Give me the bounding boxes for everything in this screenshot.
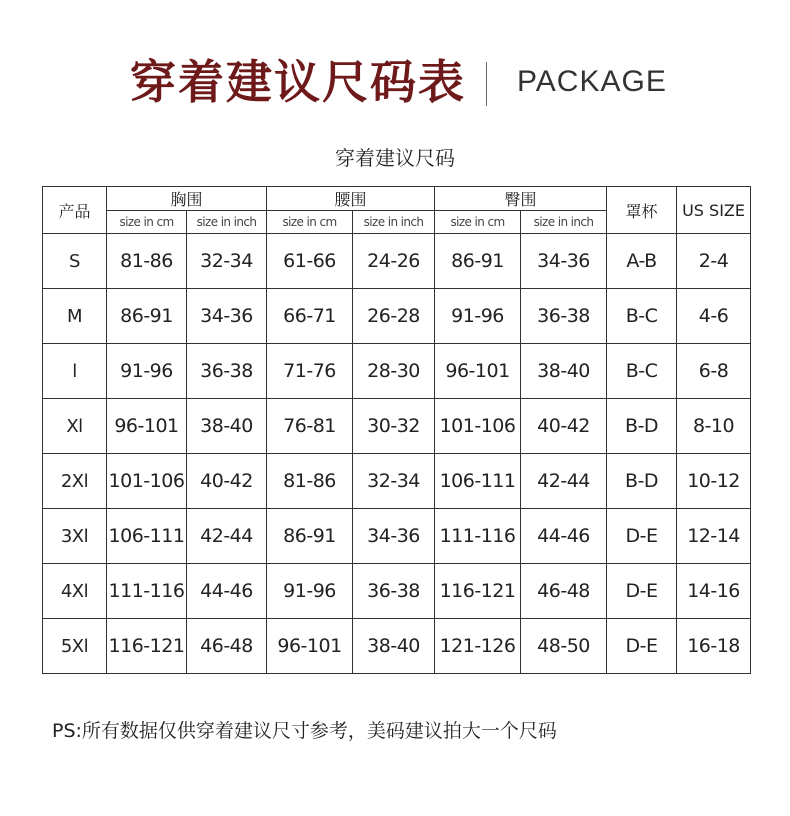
cell-hip-inch: 38-40 — [521, 344, 607, 399]
cell-size: 3Xl — [43, 509, 107, 564]
cell-hip-inch: 42-44 — [521, 454, 607, 509]
table-row — [43, 399, 751, 454]
cell-bust-cm: 116-121 — [107, 619, 187, 674]
cell-waist-inch: 24-26 — [353, 234, 435, 289]
cell-waist-inch: 26-28 — [353, 289, 435, 344]
header-bust-inch: size in inch — [187, 211, 267, 234]
table-row — [43, 234, 751, 289]
cell-bust-inch: 40-42 — [187, 454, 267, 509]
cell-us-size: 2-4 — [677, 234, 751, 289]
cell-us-size: 6-8 — [677, 344, 751, 399]
cell-size: 2Xl — [43, 454, 107, 509]
cell-cup: B-D — [607, 399, 677, 454]
cell-bust-inch: 42-44 — [187, 509, 267, 564]
table-title: 穿着建议尺码 — [335, 146, 455, 170]
page-title: 穿着建议尺码表 — [130, 55, 466, 109]
cell-us-size: 8-10 — [677, 399, 751, 454]
cell-cup: D-E — [607, 619, 677, 674]
cell-size: 4Xl — [43, 564, 107, 619]
cell-bust-inch: 46-48 — [187, 619, 267, 674]
cell-cup: D-E — [607, 564, 677, 619]
cell-waist-inch: 30-32 — [353, 399, 435, 454]
cell-waist-cm: 91-96 — [267, 564, 353, 619]
size-table — [42, 186, 751, 674]
cell-cup: B-D — [607, 454, 677, 509]
footnote: PS:所有数据仅供穿着建议尺寸参考，美码建议拍大一个尺码 — [52, 720, 557, 742]
header-bust-cm: size in cm — [107, 211, 187, 234]
table-row — [43, 289, 751, 344]
cell-us-size: 16-18 — [677, 619, 751, 674]
cell-waist-inch: 28-30 — [353, 344, 435, 399]
cell-waist-cm: 81-86 — [267, 454, 353, 509]
cell-hip-inch: 36-38 — [521, 289, 607, 344]
cell-hip-cm: 116-121 — [435, 564, 521, 619]
cell-bust-inch: 38-40 — [187, 399, 267, 454]
table-row — [43, 454, 751, 509]
cell-waist-inch: 38-40 — [353, 619, 435, 674]
header-waist: 腰围 — [267, 187, 435, 211]
cell-size: S — [43, 234, 107, 289]
cell-hip-cm: 101-106 — [435, 399, 521, 454]
table-row — [43, 619, 751, 674]
cell-us-size: 10-12 — [677, 454, 751, 509]
table-row — [43, 344, 751, 399]
cell-cup: D-E — [607, 509, 677, 564]
cell-size: 5Xl — [43, 619, 107, 674]
cell-waist-cm: 96-101 — [267, 619, 353, 674]
header-hip: 臀围 — [435, 187, 607, 211]
header-cup: 罩杯 — [607, 187, 677, 234]
cell-size: l — [43, 344, 107, 399]
header-bust: 胸围 — [107, 187, 267, 211]
cell-hip-inch: 44-46 — [521, 509, 607, 564]
table-body — [43, 234, 751, 674]
cell-hip-cm: 111-116 — [435, 509, 521, 564]
table-row — [43, 564, 751, 619]
cell-bust-cm: 101-106 — [107, 454, 187, 509]
header-hip-inch: size in inch — [521, 211, 607, 234]
cell-waist-cm: 61-66 — [267, 234, 353, 289]
cell-size: M — [43, 289, 107, 344]
cell-hip-cm: 91-96 — [435, 289, 521, 344]
cell-bust-inch: 44-46 — [187, 564, 267, 619]
header-product: 产品 — [43, 187, 107, 234]
cell-waist-cm: 71-76 — [267, 344, 353, 399]
page-subtitle: PACKAGE — [517, 65, 667, 98]
cell-bust-cm: 111-116 — [107, 564, 187, 619]
cell-cup: B-C — [607, 344, 677, 399]
cell-cup: A-B — [607, 234, 677, 289]
cell-cup: B-C — [607, 289, 677, 344]
cell-bust-cm: 91-96 — [107, 344, 187, 399]
cell-hip-cm: 121-126 — [435, 619, 521, 674]
cell-waist-inch: 34-36 — [353, 509, 435, 564]
cell-us-size: 14-16 — [677, 564, 751, 619]
cell-waist-cm: 66-71 — [267, 289, 353, 344]
header-waist-inch: size in inch — [353, 211, 435, 234]
header-us-size: US SIZE — [677, 187, 751, 234]
cell-hip-cm: 86-91 — [435, 234, 521, 289]
cell-bust-inch: 32-34 — [187, 234, 267, 289]
cell-hip-cm: 96-101 — [435, 344, 521, 399]
cell-hip-cm: 106-111 — [435, 454, 521, 509]
cell-hip-inch: 48-50 — [521, 619, 607, 674]
cell-bust-cm: 86-91 — [107, 289, 187, 344]
cell-us-size: 12-14 — [677, 509, 751, 564]
cell-hip-inch: 40-42 — [521, 399, 607, 454]
cell-bust-cm: 81-86 — [107, 234, 187, 289]
cell-hip-inch: 34-36 — [521, 234, 607, 289]
cell-waist-cm: 86-91 — [267, 509, 353, 564]
cell-bust-inch: 34-36 — [187, 289, 267, 344]
cell-waist-inch: 36-38 — [353, 564, 435, 619]
cell-bust-cm: 106-111 — [107, 509, 187, 564]
cell-hip-inch: 46-48 — [521, 564, 607, 619]
cell-bust-inch: 36-38 — [187, 344, 267, 399]
cell-us-size: 4-6 — [677, 289, 751, 344]
cell-bust-cm: 96-101 — [107, 399, 187, 454]
cell-waist-cm: 76-81 — [267, 399, 353, 454]
table-row — [43, 509, 751, 564]
cell-size: Xl — [43, 399, 107, 454]
cell-waist-inch: 32-34 — [353, 454, 435, 509]
header-hip-cm: size in cm — [435, 211, 521, 234]
header-waist-cm: size in cm — [267, 211, 353, 234]
title-divider — [486, 62, 487, 106]
